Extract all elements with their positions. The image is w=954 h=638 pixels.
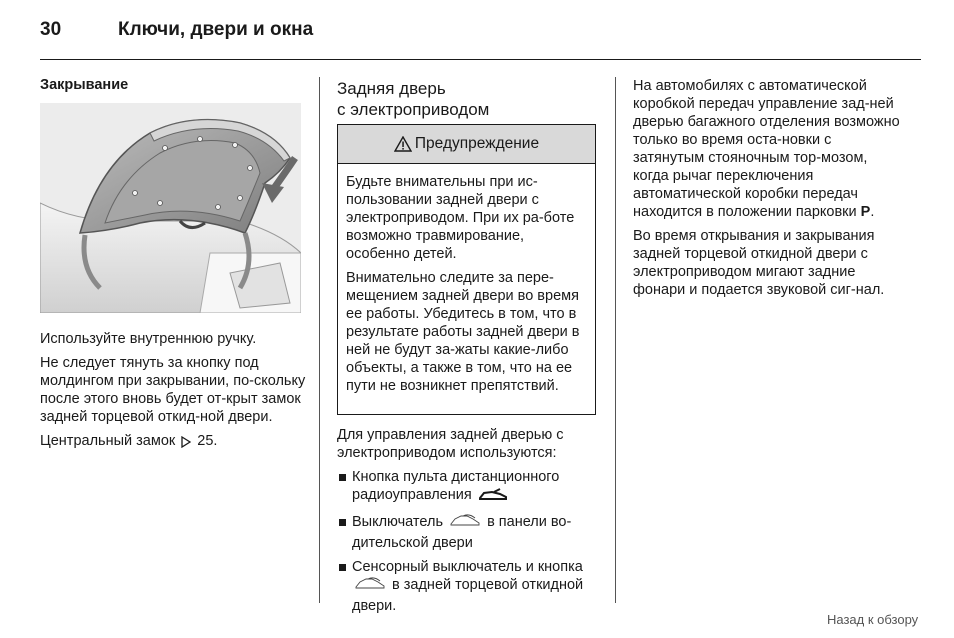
list-item — [337, 558, 599, 615]
instruction-paragraph-1: Используйте внутреннюю ручку. — [40, 331, 257, 347]
remote-control-text: Кнопка пульта дистанционного радиоуправления — [352, 469, 560, 503]
touch-switch-text-after: в задней торцевой откидной двери. — [352, 577, 584, 614]
controls-intro: Для управления задней дверью с электроприводом используются: — [337, 427, 564, 461]
column-divider-right — [615, 77, 616, 603]
warning-box — [337, 124, 596, 415]
warning-paragraph-2: Внимательно следите за пере-мещением задней двери во время ее работы. Убедитесь в том, что в результате работы задней двери в ней не будут за-жаты какие-либо объекты, а также в том, что на ее пути не возникнет препятствий. — [346, 270, 580, 394]
header-divider — [40, 59, 921, 60]
tailgate-illustration — [40, 103, 301, 313]
cross-reference-page[interactable]: 25. — [197, 433, 218, 449]
list-item — [337, 468, 599, 507]
reference-arrow-icon — [181, 435, 191, 453]
warning-paragraph-1: Будьте внимательны при ис-пользовании задней двери с электроприводом. При их ра-боте возможно травмирование, особенно детей. — [346, 174, 575, 262]
driver-switch-text-after: в панели во-дительской двери — [352, 514, 572, 551]
section-heading-line-2: с электроприводом — [337, 100, 490, 119]
warning-header — [338, 125, 595, 164]
automatic-gearbox-paragraph — [633, 77, 905, 221]
driver-switch-text-before: Выключатель — [352, 514, 443, 530]
car-tailgate-button-icon — [354, 576, 386, 597]
controls-list — [337, 468, 599, 615]
page-title: Ключи, двери и окна — [118, 19, 314, 40]
instruction-paragraph-2: Не следует тянуть за кнопку под молдингом при закрывании, по-скольку после этого вновь будет от-крыт замок задней торцевой откид-ной двери. — [40, 355, 306, 425]
paragraph-end-period: . — [870, 204, 875, 220]
warning-triangle-icon — [394, 136, 412, 152]
car-tailgate-switch-icon — [449, 513, 481, 534]
park-gear-label: P — [860, 204, 871, 220]
cross-reference — [40, 432, 310, 453]
signal-paragraph: Во время открывания и закрывания задней торцевой откидной двери с электроприводом мигают задние фонари и подается звуковой сиг-нал. — [633, 228, 885, 298]
column-divider-left — [319, 77, 320, 603]
car-tailgate-key-icon — [478, 488, 508, 507]
cross-reference-text: Центральный замок — [40, 433, 176, 449]
back-to-overview-link[interactable]: Назад к обзору — [827, 612, 919, 627]
touch-switch-text-before: Сенсорный выключатель и кнопка — [352, 559, 583, 575]
page-number: 30 — [40, 19, 62, 40]
warning-title: Предупреждение — [414, 135, 540, 152]
tailgate-drawing — [40, 103, 301, 313]
section-heading-line-1: Задняя дверь — [337, 79, 446, 98]
automatic-gearbox-text: На автомобилях с автоматической коробкой передач управление зад-ней дверью багажного отделения возможно только во время оста-новки с затянутым стояночным тор-мозом, когда рычаг переключения автоматической коробки передач находится в положении парковки — [633, 78, 900, 220]
section-subheading: Закрывание — [40, 77, 129, 93]
list-item — [337, 513, 599, 552]
